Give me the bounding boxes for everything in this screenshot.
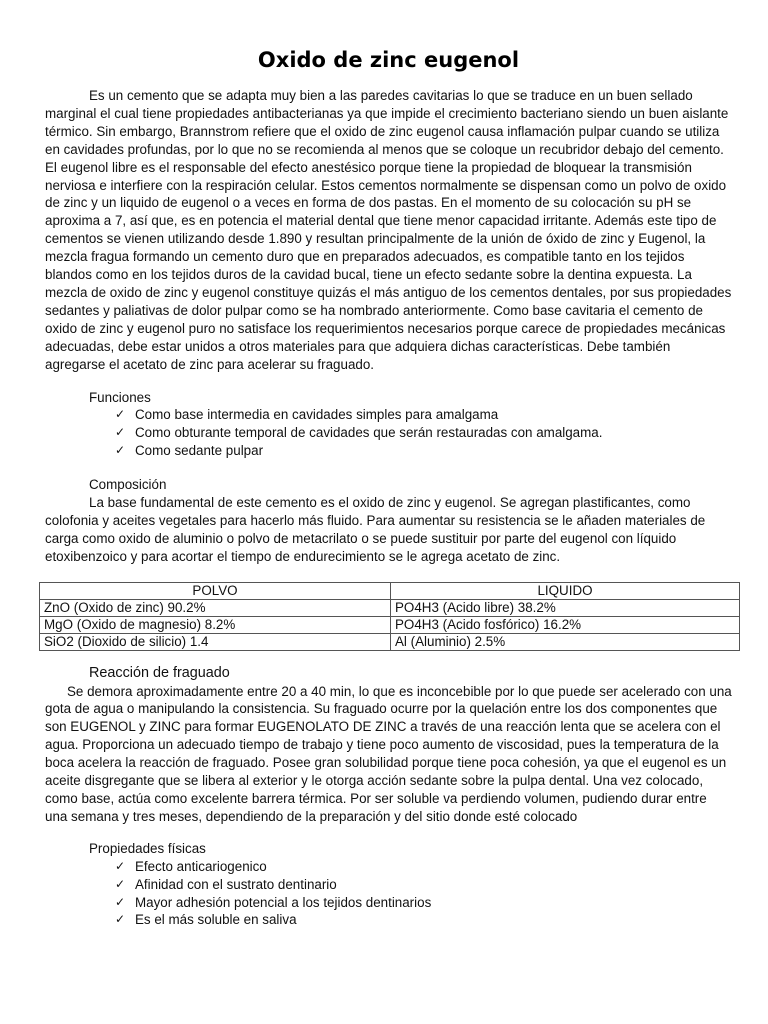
- intro-paragraph: Es un cemento que se adapta muy bien a las paredes cavitarias lo que se traduce en un buen sellado marginal el cual tiene propiedades antibacterianas ya que impide el crecimiento bacteriano siendo un buen aislante térmico. Sin embargo, Brannstrom refiere que el oxido de zinc eugenol causa inflamación pulpar cuando se utiliza en cavidades profundas, por lo que no se recomienda al menos que se coloque un recubridor debajo del cemento. El eugenol libre es el responsable del efecto anestésico porque tiene la propiedad de bloquear la transmisión nerviosa e interfiere con la respiración celular. Estos cementos normalmente se dispensan como un polvo de oxido de zinc y un liquido de eugenol o a veces en forma de dos pastas. En el momento de su colocación su pH se aproxima a 7, así que, es en potencia el material dental que tiene menor capacidad irritante. Además este tipo de cementos se vienen utilizando desde 1.890 y resultan principalmente de la unión de óxido de zinc y Eugenol, la mezcla fragua formando un cemento duro que en preparados adecuados, es compatible tanto en los tejidos blandos como en los tejidos duros de la cavidad bucal, tiene un efecto sedante sobre la dentina expuesta. La mezcla de oxido de zinc y eugenol constituye quizás el más antiguo de los cementos dentales, por sus propiedades sedantes y paliativas de dolor pulpar como se ha nombrado anteriormente. Como base cavitaria el cemento de oxido de zinc y eugenol puro no satisface los requerimientos necesarios porque carece de propiedades mecánicas adecuadas, debe estar unidos a otros materiales para que adquiera dichas características. Debe también agregarse el acetato de zinc para acelerar su fraguado.: [45, 88, 732, 372]
- composicion-heading: Composición: [89, 477, 167, 493]
- funciones-item-text: Como base intermedia en cavidades simples para amalgama: [135, 407, 499, 423]
- table-row: [40, 633, 740, 650]
- check-icon: ✓: [115, 876, 126, 891]
- check-icon: ✓: [115, 407, 126, 422]
- table-header-liquido: LIQUIDO: [391, 582, 740, 599]
- table-cell: Al (Aluminio) 2.5%: [391, 633, 740, 650]
- table-cell: PO4H3 (Acido libre) 38.2%: [391, 599, 740, 616]
- reaccion-paragraph: Se demora aproximadamente entre 20 a 40 min, lo que es inconcebible por lo que puede ser acelerado con una gota de agua o manipulando la consistencia. Su fraguado ocurre por la quelación entre los dos componentes que son EUGENOL y ZINC para formar EUGENOLATO DE ZINC a través de una reacción lenta que se acelera con el agua. Proporciona un adecuado tiempo de trabajo y tiene poco aumento de viscosidad, pues la temperatura de la boca acelera la reacción de fraguado. Posee gran solubilidad porque tiene poca cohesión, ya que el eugenol es un aceite disgregante que se libera al exterior y le otorga acción sedante sobre la pulpa dental. Una vez colocado, como base, actúa como excelente barrera térmica. Por ser soluble va perdiendo volumen, pudiendo durar entre una semana y tres meses, dependiendo de la preparación y del sitio donde esté colocado: [45, 683, 732, 824]
- propiedades-item-text: Es el más soluble en saliva: [135, 912, 297, 928]
- table-row: [40, 599, 740, 616]
- funciones-item: [115, 406, 732, 424]
- table-cell: ZnO (Oxido de zinc) 90.2%: [40, 599, 391, 616]
- table-row: [40, 616, 740, 633]
- composition-table: [39, 582, 740, 651]
- funciones-item: [115, 442, 732, 460]
- table-cell: MgO (Oxido de magnesio) 8.2%: [40, 616, 391, 633]
- propiedades-item-text: Afinidad con el sustrato dentinario: [135, 876, 337, 892]
- check-icon: ✓: [115, 858, 126, 873]
- propiedades-item: [115, 911, 732, 929]
- table-cell: SiO2 (Dioxido de silicio) 1.4: [40, 633, 391, 650]
- table-cell: PO4H3 (Acido fosfórico) 16.2%: [391, 616, 740, 633]
- propiedades-list: [45, 858, 732, 930]
- table-header-row: [40, 582, 740, 599]
- check-icon: ✓: [115, 425, 126, 440]
- propiedades-item: [115, 858, 732, 876]
- propiedades-item: [115, 876, 732, 894]
- check-icon: ✓: [115, 912, 126, 927]
- check-icon: ✓: [115, 894, 126, 909]
- funciones-item-text: Como obturante temporal de cavidades que serán restauradas con amalgama.: [135, 425, 603, 441]
- propiedades-item-text: Efecto anticariogenico: [135, 858, 267, 874]
- propiedades-heading: Propiedades físicas: [89, 840, 206, 856]
- document-title: Oxido de zinc eugenol: [257, 48, 520, 72]
- funciones-item: [115, 424, 732, 442]
- funciones-heading: Funciones: [89, 389, 151, 405]
- composicion-paragraph: La base fundamental de este cemento es el oxido de zinc y eugenol. Se agregan plastificantes, como colofonia y aceites vegetales para hacerlo más fluido. Para aumentar su resistencia se le añaden materiales de carga como oxido de aluminio o polvo de metacrilato o se puede sustituir por parte del eugenol con líquido etoxibenzoico y para acortar el tiempo de endurecimiento se le agrega acetato de zinc.: [45, 495, 706, 564]
- check-icon: ✓: [115, 443, 126, 458]
- funciones-list: [45, 406, 732, 460]
- funciones-item-text: Como sedante pulpar: [135, 443, 264, 459]
- reaccion-heading: Reacción de fraguado: [89, 664, 230, 681]
- table-header-polvo: POLVO: [40, 582, 391, 599]
- propiedades-item: [115, 894, 732, 912]
- propiedades-item-text: Mayor adhesión potencial a los tejidos dentinarios: [135, 894, 432, 910]
